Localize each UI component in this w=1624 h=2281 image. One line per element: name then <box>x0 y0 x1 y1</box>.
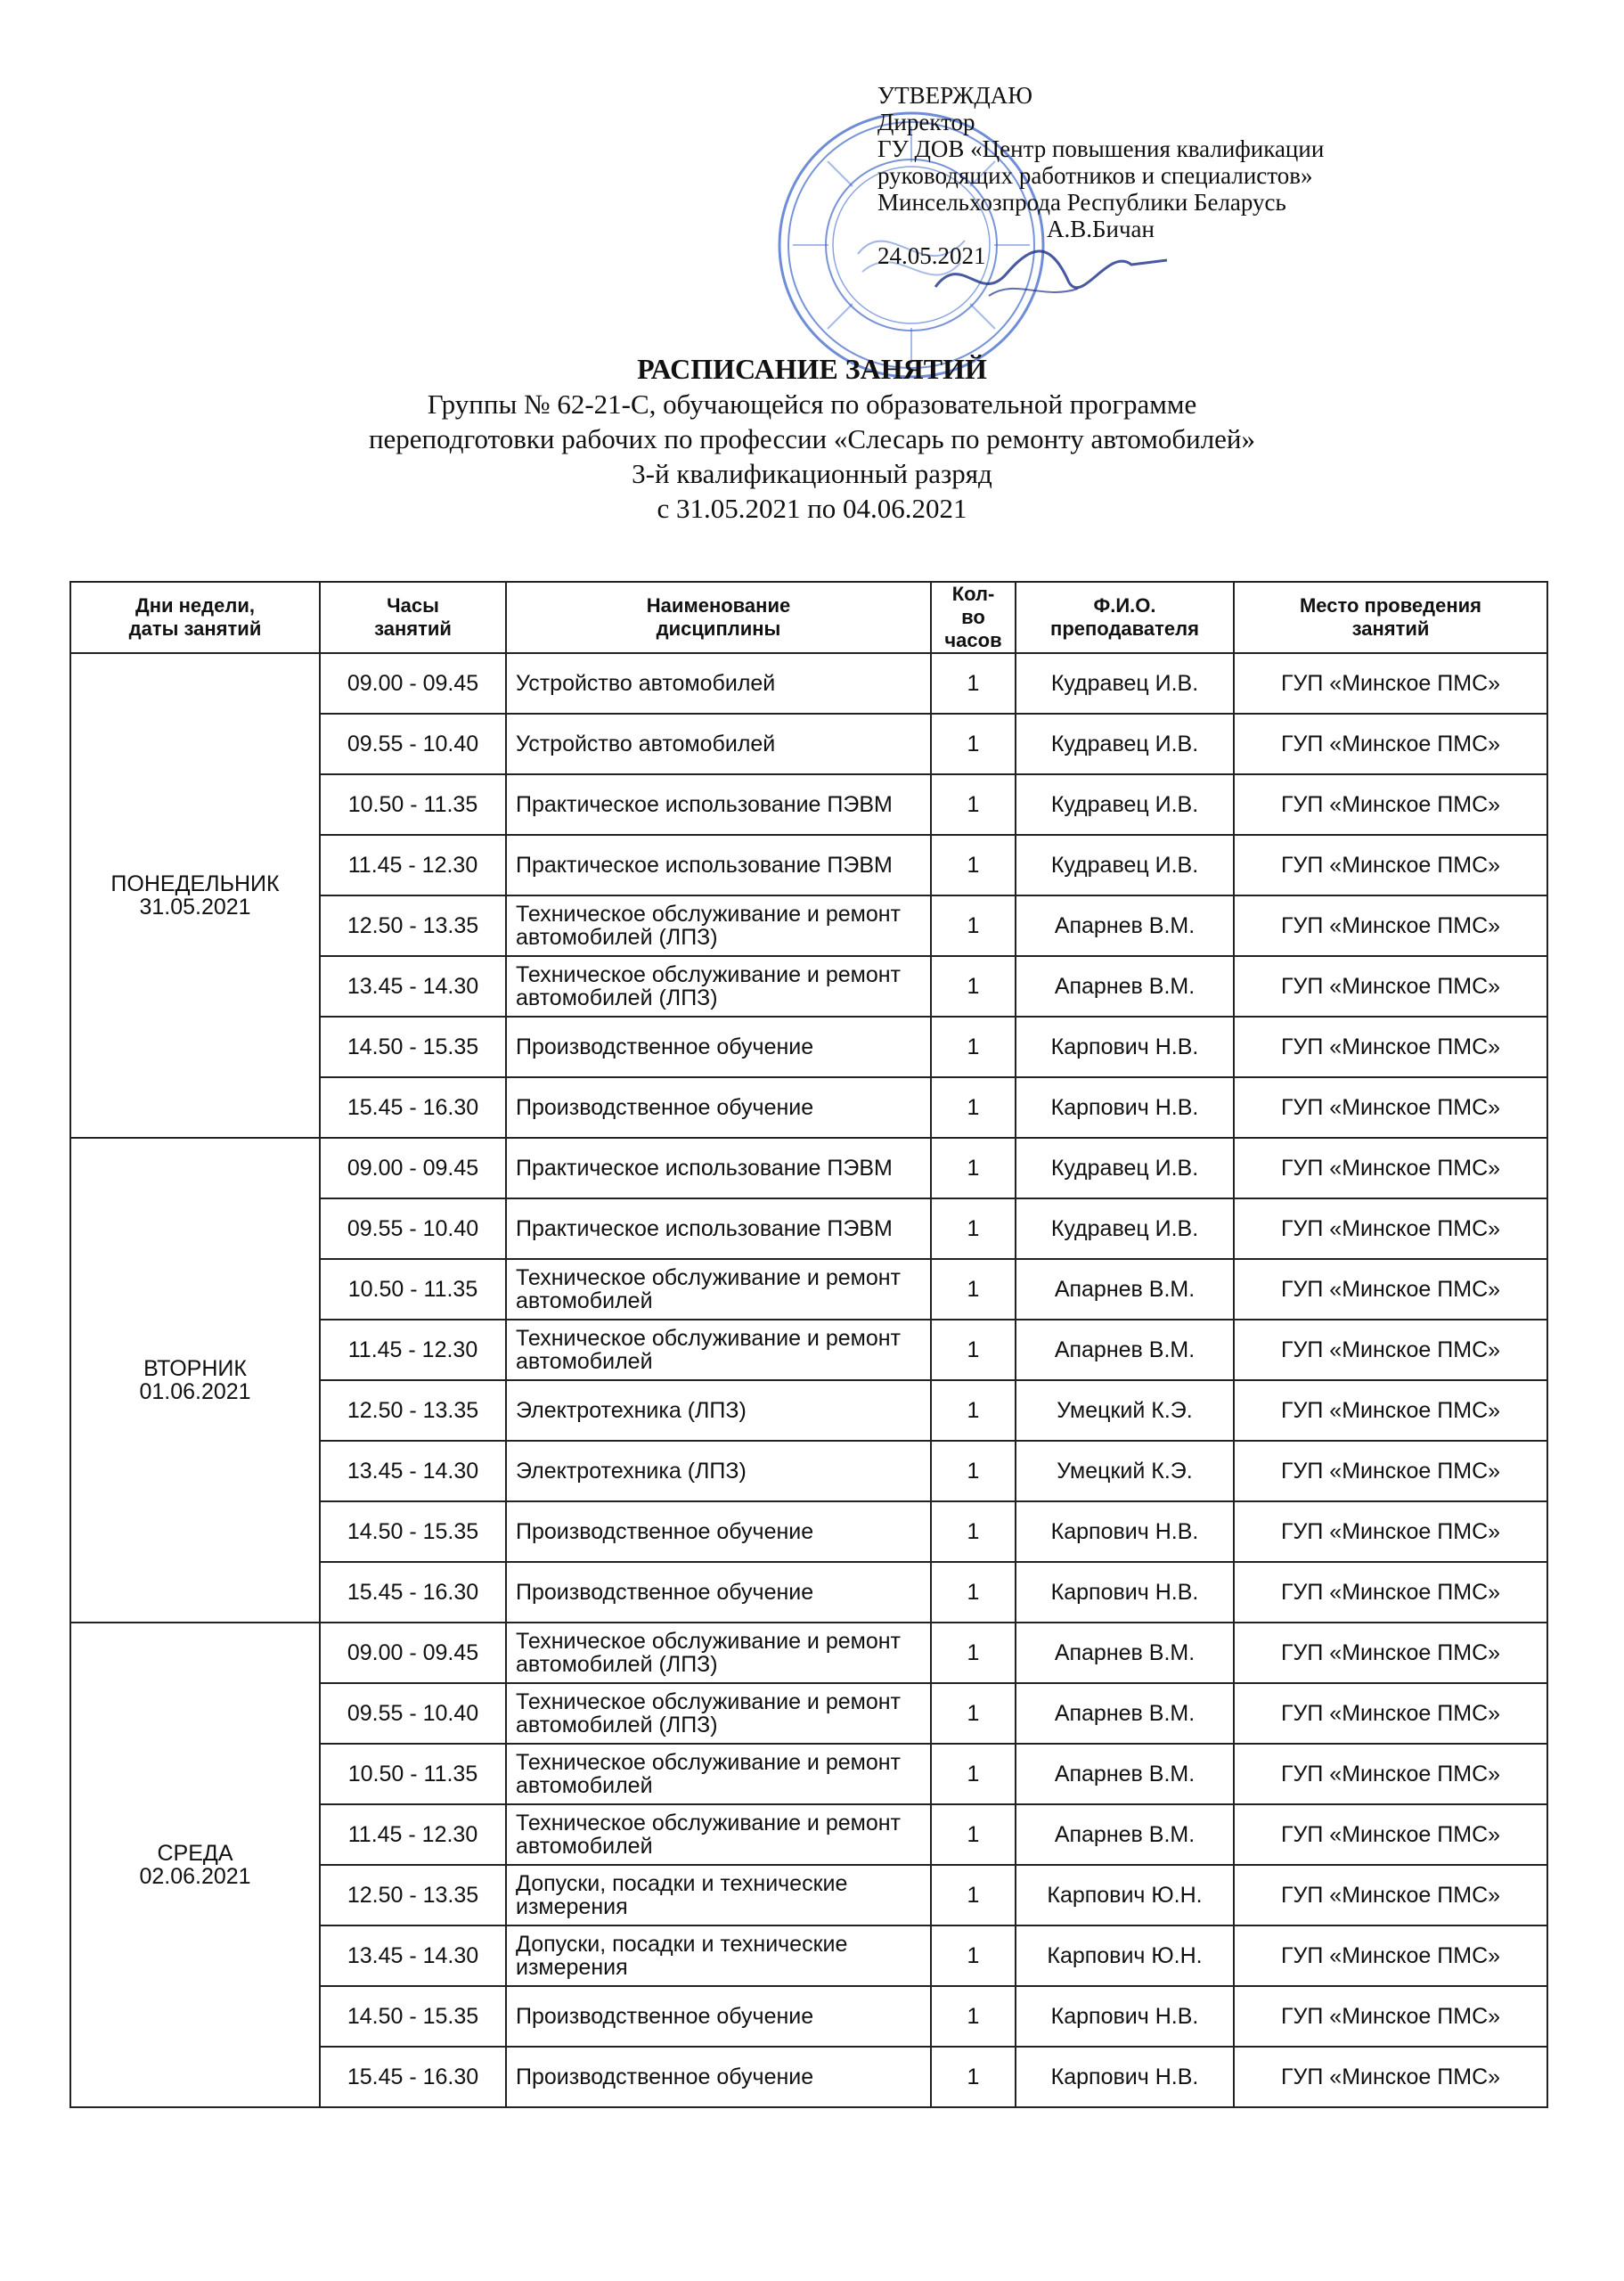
subject-cell: Техническое обслуживание и ремонт автомобилей (ЛПЗ) <box>506 1683 931 1744</box>
hours-cell: 1 <box>931 774 1016 835</box>
subject-cell: Производственное обучение <box>506 1017 931 1077</box>
teacher-cell: Карпович Н.В. <box>1016 2047 1234 2107</box>
approval-org-line1: ГУ ДОВ «Центр повышения квалификации <box>877 135 1325 162</box>
approval-signature-line <box>877 216 1519 242</box>
teacher-cell: Карпович Н.В. <box>1016 1017 1234 1077</box>
hours-cell: 1 <box>931 714 1016 774</box>
hours-cell: 1 <box>931 1986 1016 2047</box>
teacher-cell: Апарнев В.М. <box>1016 895 1234 956</box>
time-cell: 09.00 - 09.45 <box>320 1623 506 1683</box>
hours-cell: 1 <box>931 1925 1016 1986</box>
page-title: РАСПИСАНИЕ ЗАНЯТИЙ <box>637 353 987 385</box>
hours-cell: 1 <box>931 1017 1016 1077</box>
place-cell: ГУП «Минское ПМС» <box>1234 1441 1547 1501</box>
schedule-body <box>70 653 1547 2107</box>
approval-heading: УТВЕРЖДАЮ <box>877 82 1033 109</box>
time-cell: 14.50 - 15.35 <box>320 1986 506 2047</box>
hours-cell: 1 <box>931 1320 1016 1380</box>
time-cell: 11.45 - 12.30 <box>320 1320 506 1380</box>
approval-org-line3: Минсельхозпрода Республики Беларусь <box>877 189 1286 216</box>
header-time: Часы занятий <box>320 582 506 653</box>
time-cell: 15.45 - 16.30 <box>320 1562 506 1623</box>
teacher-cell: Кудравец И.В. <box>1016 774 1234 835</box>
time-cell: 10.50 - 11.35 <box>320 1744 506 1804</box>
time-cell: 10.50 - 11.35 <box>320 1259 506 1320</box>
subject-cell: Устройство автомобилей <box>506 653 931 714</box>
title-line4: с 31.05.2021 по 04.06.2021 <box>657 493 967 524</box>
time-cell: 15.45 - 16.30 <box>320 2047 506 2107</box>
title-line1: Группы № 62-21-С, обучающейся по образовательной программе <box>427 388 1197 420</box>
teacher-cell: Карпович Н.В. <box>1016 1501 1234 1562</box>
table-row <box>70 1623 1547 1683</box>
header-teacher: Ф.И.О. преподавателя <box>1016 582 1234 653</box>
approval-date: 24.05.2021 <box>877 242 986 269</box>
hours-cell: 1 <box>931 1077 1016 1138</box>
header-hours: Кол-во часов <box>931 582 1016 653</box>
place-cell: ГУП «Минское ПМС» <box>1234 1925 1547 1986</box>
teacher-cell: Кудравец И.В. <box>1016 714 1234 774</box>
time-cell: 09.55 - 10.40 <box>320 1198 506 1259</box>
place-cell: ГУП «Минское ПМС» <box>1234 1017 1547 1077</box>
time-cell: 12.50 - 13.35 <box>320 895 506 956</box>
day-name: ВТОРНИК <box>143 1356 247 1381</box>
time-cell: 09.55 - 10.40 <box>320 714 506 774</box>
approval-signer: А.В.Бичан <box>1047 216 1155 242</box>
place-cell: ГУП «Минское ПМС» <box>1234 1501 1547 1562</box>
time-cell: 11.45 - 12.30 <box>320 835 506 895</box>
approval-org-line2: руководящих работников и специалистов» <box>877 162 1313 189</box>
time-cell: 12.50 - 13.35 <box>320 1380 506 1441</box>
schedule-table <box>69 581 1548 2108</box>
subject-cell: Практическое использование ПЭВМ <box>506 1198 931 1259</box>
time-cell: 10.50 - 11.35 <box>320 774 506 835</box>
hours-cell: 1 <box>931 1744 1016 1804</box>
time-cell: 12.50 - 13.35 <box>320 1865 506 1925</box>
approval-position: Директор <box>877 109 975 135</box>
teacher-cell: Апарнев В.М. <box>1016 956 1234 1017</box>
time-cell: 09.00 - 09.45 <box>320 653 506 714</box>
hours-cell: 1 <box>931 1198 1016 1259</box>
place-cell: ГУП «Минское ПМС» <box>1234 2047 1547 2107</box>
place-cell: ГУП «Минское ПМС» <box>1234 653 1547 714</box>
hours-cell: 1 <box>931 1804 1016 1865</box>
subject-cell: Производственное обучение <box>506 1986 931 2047</box>
subject-cell: Практическое использование ПЭВМ <box>506 774 931 835</box>
teacher-cell: Карпович Ю.Н. <box>1016 1865 1234 1925</box>
teacher-cell: Кудравец И.В. <box>1016 653 1234 714</box>
subject-cell: Производственное обучение <box>506 2047 931 2107</box>
day-date: 02.06.2021 <box>139 1864 251 1889</box>
place-cell: ГУП «Минское ПМС» <box>1234 835 1547 895</box>
place-cell: ГУП «Минское ПМС» <box>1234 1744 1547 1804</box>
subject-cell: Производственное обучение <box>506 1562 931 1623</box>
hours-cell: 1 <box>931 1441 1016 1501</box>
day-name: ПОНЕДЕЛЬНИК <box>110 871 280 896</box>
subject-cell: Техническое обслуживание и ремонт автомобилей <box>506 1320 931 1380</box>
hours-cell: 1 <box>931 1562 1016 1623</box>
day-cell <box>70 1138 320 1623</box>
table-row <box>70 1138 1547 1198</box>
teacher-cell: Карпович Ю.Н. <box>1016 1925 1234 1986</box>
subject-cell: Допуски, посадки и технические измерения <box>506 1865 931 1925</box>
teacher-cell: Кудравец И.В. <box>1016 835 1234 895</box>
day-date: 01.06.2021 <box>139 1379 251 1404</box>
time-cell: 14.50 - 15.35 <box>320 1017 506 1077</box>
hours-cell: 1 <box>931 2047 1016 2107</box>
subject-cell: Техническое обслуживание и ремонт автомобилей <box>506 1744 931 1804</box>
place-cell: ГУП «Минское ПМС» <box>1234 1865 1547 1925</box>
time-cell: 13.45 - 14.30 <box>320 956 506 1017</box>
title-line3: 3-й квалификационный разряд <box>632 458 992 489</box>
teacher-cell: Карпович Н.В. <box>1016 1562 1234 1623</box>
time-cell: 09.00 - 09.45 <box>320 1138 506 1198</box>
teacher-cell: Апарнев В.М. <box>1016 1744 1234 1804</box>
place-cell: ГУП «Минское ПМС» <box>1234 1562 1547 1623</box>
table-row <box>70 653 1547 714</box>
place-cell: ГУП «Минское ПМС» <box>1234 1623 1547 1683</box>
hours-cell: 1 <box>931 895 1016 956</box>
subject-cell: Техническое обслуживание и ремонт автомобилей <box>506 1259 931 1320</box>
title-line2: переподготовки рабочих по профессии «Слесарь по ремонту автомобилей» <box>368 423 1256 454</box>
place-cell: ГУП «Минское ПМС» <box>1234 714 1547 774</box>
place-cell: ГУП «Минское ПМС» <box>1234 1138 1547 1198</box>
place-cell: ГУП «Минское ПМС» <box>1234 1259 1547 1320</box>
subject-cell: Техническое обслуживание и ремонт автомобилей (ЛПЗ) <box>506 895 931 956</box>
hours-cell: 1 <box>931 956 1016 1017</box>
hours-cell: 1 <box>931 1380 1016 1441</box>
header-place: Место проведения занятий <box>1234 582 1547 653</box>
hours-cell: 1 <box>931 1623 1016 1683</box>
teacher-cell: Кудравец И.В. <box>1016 1198 1234 1259</box>
teacher-cell: Карпович Н.В. <box>1016 1077 1234 1138</box>
subject-cell: Электротехника (ЛПЗ) <box>506 1441 931 1501</box>
day-cell <box>70 1623 320 2107</box>
time-cell: 11.45 - 12.30 <box>320 1804 506 1865</box>
subject-cell: Электротехника (ЛПЗ) <box>506 1380 931 1441</box>
teacher-cell: Апарнев В.М. <box>1016 1623 1234 1683</box>
time-cell: 15.45 - 16.30 <box>320 1077 506 1138</box>
header-subject: Наименование дисциплины <box>506 582 931 653</box>
time-cell: 13.45 - 14.30 <box>320 1441 506 1501</box>
time-cell: 14.50 - 15.35 <box>320 1501 506 1562</box>
teacher-cell: Апарнев В.М. <box>1016 1683 1234 1744</box>
teacher-cell: Кудравец И.В. <box>1016 1138 1234 1198</box>
header-row <box>70 582 1547 653</box>
teacher-cell: Апарнев В.М. <box>1016 1320 1234 1380</box>
day-cell <box>70 653 320 1138</box>
subject-cell: Практическое использование ПЭВМ <box>506 1138 931 1198</box>
teacher-cell: Умецкий К.Э. <box>1016 1441 1234 1501</box>
place-cell: ГУП «Минское ПМС» <box>1234 895 1547 956</box>
subject-cell: Техническое обслуживание и ремонт автомобилей <box>506 1804 931 1865</box>
place-cell: ГУП «Минское ПМС» <box>1234 1320 1547 1380</box>
hours-cell: 1 <box>931 1259 1016 1320</box>
teacher-cell: Апарнев В.М. <box>1016 1804 1234 1865</box>
place-cell: ГУП «Минское ПМС» <box>1234 1804 1547 1865</box>
teacher-cell: Умецкий К.Э. <box>1016 1380 1234 1441</box>
subject-cell: Техническое обслуживание и ремонт автомобилей (ЛПЗ) <box>506 1623 931 1683</box>
subject-cell: Допуски, посадки и технические измерения <box>506 1925 931 1986</box>
subject-cell: Техническое обслуживание и ремонт автомобилей (ЛПЗ) <box>506 956 931 1017</box>
title-block <box>0 352 1624 526</box>
subject-cell: Устройство автомобилей <box>506 714 931 774</box>
hours-cell: 1 <box>931 835 1016 895</box>
subject-cell: Практическое использование ПЭВМ <box>506 835 931 895</box>
place-cell: ГУП «Минское ПМС» <box>1234 774 1547 835</box>
teacher-cell: Апарнев В.М. <box>1016 1259 1234 1320</box>
hours-cell: 1 <box>931 653 1016 714</box>
place-cell: ГУП «Минское ПМС» <box>1234 956 1547 1017</box>
subject-cell: Производственное обучение <box>506 1501 931 1562</box>
time-cell: 13.45 - 14.30 <box>320 1925 506 1986</box>
teacher-cell: Карпович Н.В. <box>1016 1986 1234 2047</box>
place-cell: ГУП «Минское ПМС» <box>1234 1077 1547 1138</box>
place-cell: ГУП «Минское ПМС» <box>1234 1986 1547 2047</box>
subject-cell: Производственное обучение <box>506 1077 931 1138</box>
hours-cell: 1 <box>931 1138 1016 1198</box>
hours-cell: 1 <box>931 1501 1016 1562</box>
hours-cell: 1 <box>931 1865 1016 1925</box>
header-day: Дни недели, даты занятий <box>70 582 320 653</box>
day-name: СРЕДА <box>157 1841 233 1866</box>
place-cell: ГУП «Минское ПМС» <box>1234 1683 1547 1744</box>
place-cell: ГУП «Минское ПМС» <box>1234 1198 1547 1259</box>
hours-cell: 1 <box>931 1683 1016 1744</box>
time-cell: 09.55 - 10.40 <box>320 1683 506 1744</box>
approval-block <box>877 82 1519 269</box>
place-cell: ГУП «Минское ПМС» <box>1234 1380 1547 1441</box>
day-date: 31.05.2021 <box>139 895 251 920</box>
